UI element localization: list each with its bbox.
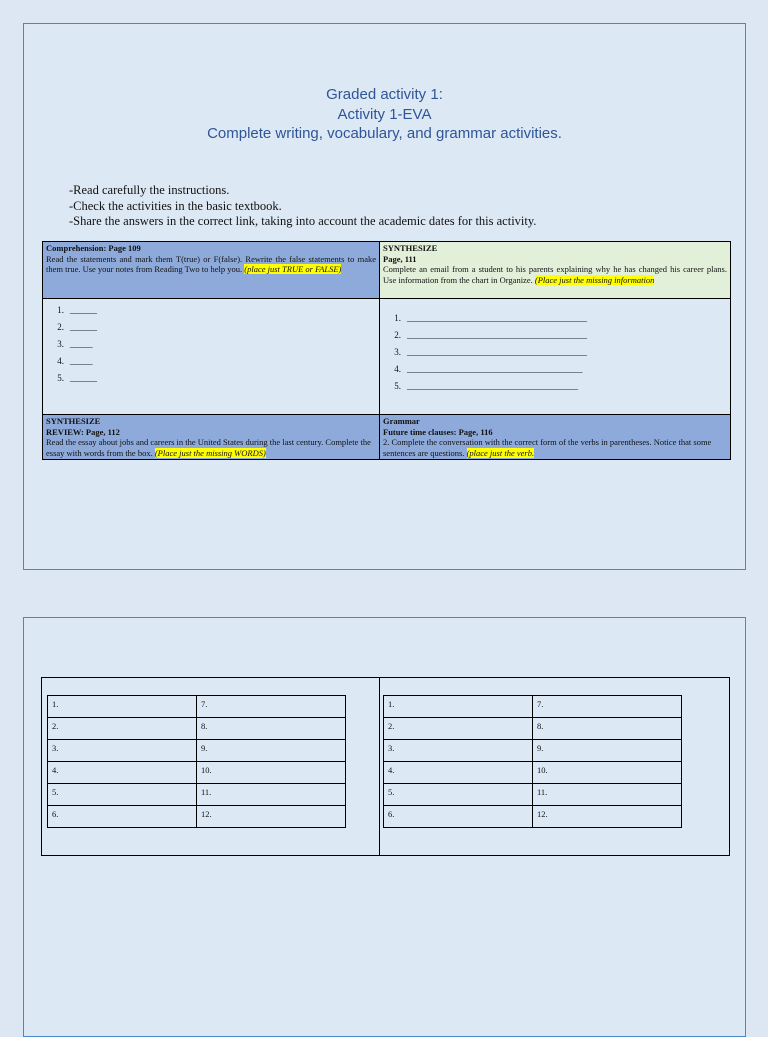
grammar-cell <box>380 415 731 460</box>
synthesize-review-cell <box>43 415 380 460</box>
answer-cell[interactable]: 12. <box>197 806 346 828</box>
right-answer-list <box>383 313 727 398</box>
grammar-page: Future time clauses: Page, 116 <box>383 426 493 437</box>
answer-cell[interactable]: 12. <box>533 806 682 828</box>
synthesize-note: (Place just the missing information <box>534 274 655 285</box>
synthesize-email-cell <box>380 242 731 299</box>
answer-cell[interactable]: 8. <box>197 718 346 740</box>
synthesize-page: Page, 111 <box>383 253 417 264</box>
answer-cell[interactable]: 7. <box>197 696 346 718</box>
answer-cell[interactable]: 3. <box>384 740 533 762</box>
table-row <box>48 784 346 806</box>
answer-cell[interactable]: 2. <box>384 718 533 740</box>
review-page: REVIEW: Page, 112 <box>46 426 120 437</box>
list-item[interactable]: 1. ______ <box>57 305 97 315</box>
answer-cell[interactable]: 4. <box>48 762 197 784</box>
answer-cell[interactable]: 2. <box>48 718 197 740</box>
grammar-note: (place just the verb. <box>466 447 535 458</box>
answer-cell[interactable]: 4. <box>384 762 533 784</box>
table-row <box>384 762 682 784</box>
list-item[interactable]: 2. ______ <box>57 322 97 332</box>
answer-cell[interactable]: 8. <box>533 718 682 740</box>
answer-cell[interactable]: 3. <box>48 740 197 762</box>
answer-grid-right <box>383 695 682 828</box>
comprehension-body: Read the statements and mark them T(true) or F(false). Rewrite the false statements to make them true. Use your notes from Reading Two to help you. <box>46 253 376 274</box>
comprehension-note: (place just TRUE or FALSE) <box>244 264 342 274</box>
instruction-3: -Share the answers in the correct link, taking into account the academic dates for this activity. <box>69 214 537 228</box>
left-answers-cell <box>43 299 380 415</box>
table-row <box>384 696 682 718</box>
instruction-2: -Check the activities in the basic textbook. <box>69 198 282 213</box>
left-answer-list <box>46 305 376 390</box>
list-item[interactable]: 5. ______ <box>57 373 97 383</box>
review-body: Read the essay about jobs and careers in the United States during the last century. Complete the essay with words from the box. <box>46 437 371 458</box>
answer-cell[interactable]: 9. <box>197 740 346 762</box>
answer-cell[interactable]: 10. <box>533 762 682 784</box>
synthesize-body: Complete an email from a student to his parents explaining why he has changed his career plans. Use information from the chart in Organize. <box>383 264 727 285</box>
comprehension-cell <box>43 242 380 299</box>
answer-cell[interactable]: 6. <box>48 806 197 828</box>
review-title: SYNTHESIZE <box>46 416 101 426</box>
answer-cell[interactable]: 10. <box>197 762 346 784</box>
answer-cell[interactable]: 11. <box>533 784 682 806</box>
answer-cell[interactable]: 5. <box>48 784 197 806</box>
answer-cell[interactable]: 1. <box>384 696 533 718</box>
answer-cell[interactable]: 5. <box>384 784 533 806</box>
answer-cell[interactable]: 9. <box>533 740 682 762</box>
answer-cell[interactable]: 1. <box>48 696 197 718</box>
grammar-title: Grammar <box>383 416 420 426</box>
answer-grid-left <box>47 695 346 828</box>
list-item[interactable]: 4. _____ <box>57 356 93 366</box>
grammar-body: 2. Complete the conversation with the correct form of the verbs in parentheses. Notice that some sentences are questions. <box>383 437 712 458</box>
answer-cell[interactable]: 7. <box>533 696 682 718</box>
answer-box <box>41 677 730 856</box>
page-two <box>23 617 746 1037</box>
heading-line-2: Activity 1-EVA <box>337 106 432 123</box>
comprehension-title: Comprehension: Page 109 <box>46 243 141 253</box>
answer-box-divider <box>379 678 380 855</box>
list-item[interactable]: 3. _____ <box>57 339 93 349</box>
review-note: (Place just the missing WORDS) <box>154 447 266 458</box>
list-item[interactable]: 4. _______________________________________ <box>394 364 583 374</box>
synthesize-title: SYNTHESIZE <box>383 243 438 253</box>
table-row <box>384 806 682 828</box>
list-item[interactable]: 5. ______________________________________ <box>394 381 578 391</box>
table-row <box>48 718 346 740</box>
table-row <box>48 740 346 762</box>
list-item[interactable]: 2. ________________________________________ <box>394 330 587 340</box>
answer-cell[interactable]: 11. <box>197 784 346 806</box>
table-row <box>384 740 682 762</box>
instructions <box>69 183 536 230</box>
table-row <box>48 762 346 784</box>
list-item[interactable]: 3. ________________________________________ <box>394 347 587 357</box>
answer-cell[interactable]: 6. <box>384 806 533 828</box>
activity-table <box>42 241 731 460</box>
page-one <box>23 23 746 570</box>
table-row <box>48 696 346 718</box>
right-answers-cell <box>380 299 731 415</box>
instruction-1: -Read carefully the instructions. <box>69 183 230 197</box>
list-item[interactable]: 1. ________________________________________ <box>394 313 587 323</box>
table-row <box>384 784 682 806</box>
heading-line-3: Complete writing, vocabulary, and grammar activities. <box>207 125 562 142</box>
table-row <box>48 806 346 828</box>
table-row <box>384 718 682 740</box>
heading-line-1: Graded activity 1: <box>326 86 443 103</box>
